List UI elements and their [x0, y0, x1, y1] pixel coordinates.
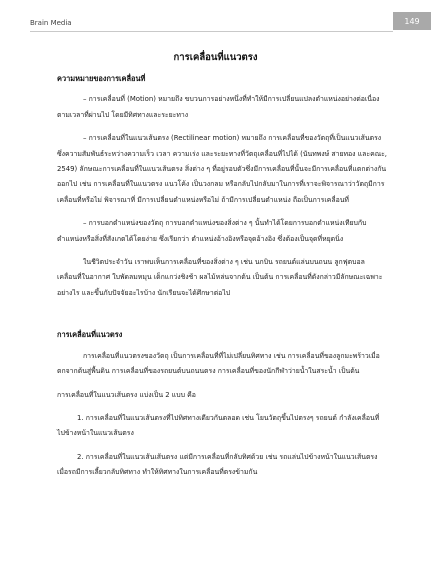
paragraph-types-lead: การเคลื่อนที่ในแนวเส้นตรง แบ่งเป็น 2 แบบ คือ	[57, 390, 196, 399]
paragraph-rectilinear-motion: – การเคลื่อนที่ในแนวเส้นตรง (Rectilinear motion) หมายถึง การเคลื่อนที่ของวัตถุที่เป็นแนวเส้นตรงซึ่งความสัมพันธ์ระหว่างความเร็ว เวลา ความเร่ง และระยะทางที่วัตถุเคลื่อนที่ไปได้ (นันทพงษ์ สายทอง และคณะ, 2549) ลักษณะการเคลื่อนที่ในแนวเส้นตรง สิ่งต่าง ๆ ที่อยู่รอบตัวซึ่งมีการเคลื่อนที่นั้นจะมีการเคลื่อนที่แตกต่างกันออกไป เช่น การเคลื่อนที่ในแนวตรง แนวโค้ง เป็นวงกลม หรือกลับไปกลับมาในการที่เราจะพิจารณาว่าวัตถุมีการเคลื่อนที่หรือไม่ พิจารณาที่ มีการเปลี่ยนตำแหน่งหรือไม่ ถ้ามีการเปลี่ยนตำแหน่ง ถือเป็นการเคลื่อนที่	[57, 134, 387, 204]
document-body	[57, 71, 387, 481]
page-number: 149	[404, 16, 420, 26]
page-number-tab	[393, 12, 431, 30]
list-item-type-1: 1. การเคลื่อนที่ในแนวเส้นตรงที่ไปทิศทางเดียวกันตลอด เช่น โยนวัตถุขึ้นไปตรงๆ รถยนต์ กำลังเคลื่อนที่ไปข้างหน้าในแนวเส้นตรง	[57, 413, 380, 438]
paragraph-motion-definition: – การเคลื่อนที่ (Motion) หมายถึง ขบวนการอย่างหนึ่งที่ทำให้มีการเปลี่ยนแปลงตำแหน่งอย่างต่อเนื่องตามเวลาที่ผ่านไป โดยมีทิศทางและระยะทาง	[57, 95, 380, 119]
paragraph-linear-intro: การเคลื่อนที่แนวตรงของวัตถุ เป็นการเคลื่อนที่ที่ไม่เปลี่ยนทิศทาง เช่น การเคลื่อนที่ของลูกมะพร้าวเมื่อตกจากต้นสู่พื้นดิน การเคลื่อนที่ของรถยนต์บนถนนตรง การเคลื่อนที่ของนักกีฬาว่ายน้ำในสระน้ำ เป็นต้น	[57, 351, 380, 376]
section-heading-meaning: ความหมายของการเคลื่อนที่	[57, 74, 146, 83]
section-heading-linear-motion: การเคลื่อนที่แนวตรง	[57, 330, 123, 340]
header-divider	[30, 31, 393, 32]
list-item-type-2: 2. การเคลื่อนที่ในแนวเส้นเส้นตรง แต่มีการเคลื่อนที่กลับทิศด้วย เช่น รถแล่นไปข้างหน้าในแนวเส้นตรง เมื่อรถมีการเลี้ยวกลับทิศทาง ทำให้ทิศทางในการเคลื่อนที่ตรงข้ามกัน	[57, 452, 378, 477]
page-title: การเคลื่อนที่แนวตรง	[173, 52, 258, 63]
paragraph-daily-life: ในชีวิตประจำวัน เราพบเห็นการเคลื่อนที่ของสิ่งต่าง ๆ เช่น นกบิน รถยนต์แล่นบนถนน ลูกฟุตบอลเคลื่อนที่ในอากาศ ใบพัดลมหมุน เด็กแกว่งชิงช้า ผลไม้หล่นจากต้น เป็นต้น การเคลื่อนที่ดังกล่าวมีลักษณะเฉพาะอย่างไร และขึ้นกับปัจจัยอะไรบ้าง นักเรียนจะได้ศึกษาต่อไป	[57, 258, 383, 297]
paragraph-reference-position: – การบอกตำแหน่งของวัตถุ การบอกตำแหน่งของสิ่งต่าง ๆ นั้นทำได้โดยการบอกตำแหน่งเทียบกับตำแหน่งหรือสิ่งที่สังเกตได้โดยง่าย ซึ่งเรียกว่า ตำแหน่งอ้างอิงหรือจุดอ้างอิง ซึ่งต้องเป็นจุดที่หยุดนิ่ง	[57, 219, 367, 243]
header-brand: Brain Media	[30, 19, 72, 27]
